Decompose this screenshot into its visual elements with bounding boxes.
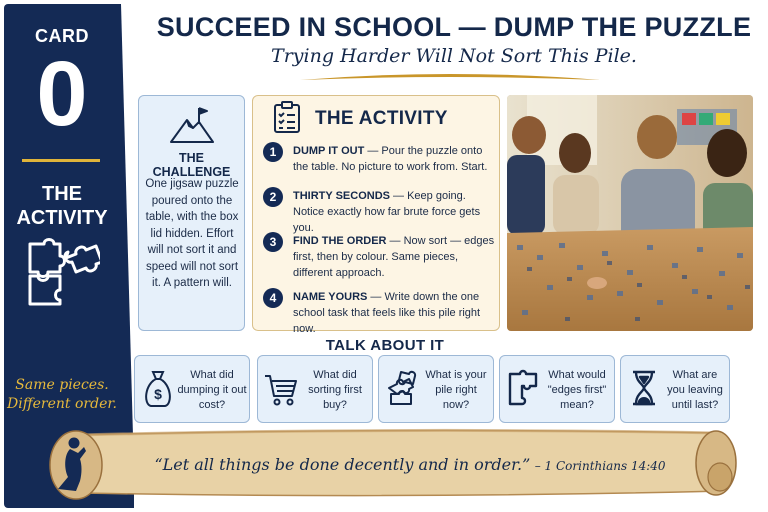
question-text: What did dumping it out cost?	[177, 369, 247, 411]
card-label: CARD	[35, 26, 89, 46]
discussion-question-card	[134, 355, 250, 423]
sidebar-divider	[22, 159, 100, 162]
activity-step	[263, 232, 495, 279]
step-description: — Now sort — edges first, then by colour. Same pieces, different approach.	[293, 235, 495, 279]
talk-about-it-heading: TALK ABOUT IT	[325, 337, 445, 354]
puzzle-icon	[26, 238, 100, 308]
puzzle-edge-icon	[506, 368, 540, 408]
step-title: NAME YOURS	[293, 291, 368, 303]
discussion-question-card	[378, 355, 494, 423]
page-subtitle: Trying Harder Will Not Sort This Pile.	[271, 45, 637, 67]
clipboard-icon	[273, 100, 301, 134]
verse-text: “Let all things be done decently and in order.”	[154, 455, 531, 474]
gold-swoosh-divider	[300, 72, 600, 82]
discussion-question-card	[620, 355, 730, 423]
question-text: What is your pile right now?	[425, 369, 487, 411]
activity-step	[263, 142, 495, 186]
step-description: — Keep going. Notice exactly how far brute force gets you.	[293, 190, 481, 234]
step-text	[293, 233, 498, 281]
svg-text:$: $	[154, 386, 162, 402]
verse-reference: – 1 Corinthians 14:40	[534, 459, 666, 473]
challenge-heading: THE CHALLENGE	[152, 151, 231, 179]
sidebar-title-line2: ACTIVITY	[16, 207, 108, 229]
challenge-panel	[138, 95, 245, 331]
question-text: What did sorting first buy?	[308, 369, 362, 411]
step-number-badge: 4	[263, 288, 283, 308]
sidebar-title-line1: THE	[42, 183, 82, 205]
sidebar-motto-line1: Same pieces.	[15, 377, 109, 393]
sidebar-motto	[4, 376, 120, 414]
step-description: — Write down the one school task that feels like this pile right now.	[293, 291, 481, 335]
question-text: What would "edges first" mean?	[547, 369, 607, 411]
card-number: 0	[36, 43, 88, 145]
mountain-flag-icon	[169, 106, 215, 144]
page-title: SUCCEED IN SCHOOL — DUMP THE PUZZLE	[156, 12, 752, 42]
students-puzzle-photo	[507, 95, 753, 331]
step-number-badge: 1	[263, 142, 283, 162]
challenge-body: One jigsaw puzzle poured onto the table, with the box lid hidden. Effort will not sort it and speed will not sort it. A pattern will.	[145, 178, 239, 289]
question-text: What are you leaving until last?	[667, 369, 723, 411]
step-text	[293, 143, 498, 175]
step-title: THIRTY SECONDS	[293, 190, 390, 202]
discussion-question-card	[257, 355, 373, 423]
step-number-badge: 3	[263, 232, 283, 252]
hourglass-icon	[627, 368, 661, 408]
discussion-question-card	[499, 355, 615, 423]
activity-heading: THE ACTIVITY	[315, 108, 448, 129]
money-bag-icon	[141, 368, 175, 408]
activity-panel	[252, 95, 500, 335]
shopping-cart-icon	[264, 368, 298, 408]
scripture-verse	[120, 455, 700, 475]
puzzle-pile-icon	[385, 368, 419, 408]
sidebar-title	[4, 182, 120, 230]
step-text	[293, 188, 498, 236]
step-description: — Pour the puzzle onto the table. No picture to work from. Start.	[293, 145, 488, 173]
step-title: DUMP IT OUT	[293, 145, 365, 157]
step-title: FIND THE ORDER	[293, 235, 387, 247]
step-number-badge: 2	[263, 187, 283, 207]
sidebar-motto-line2: Different order.	[7, 396, 117, 412]
activity-step	[263, 288, 495, 335]
step-text	[293, 289, 498, 337]
activity-step	[263, 187, 495, 234]
